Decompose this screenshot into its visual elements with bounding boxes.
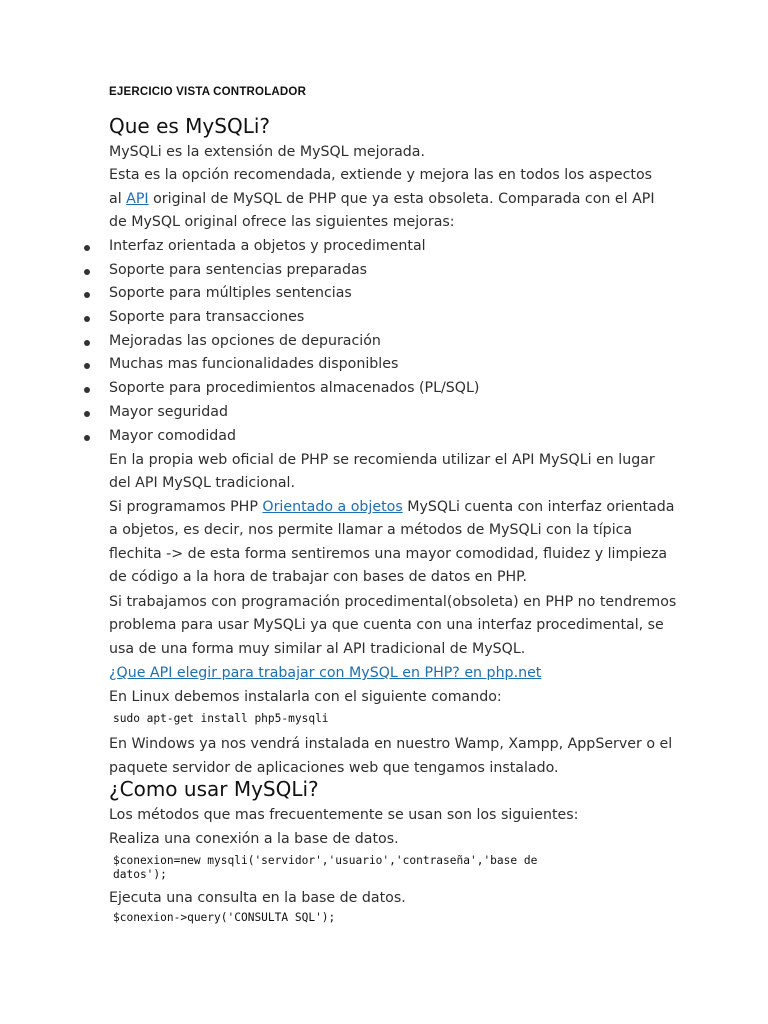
list-item: Soporte para múltiples sentencias	[109, 285, 352, 301]
intro-line-4: de MySQL original ofrece las siguientes mejoras:	[109, 214, 455, 230]
list-item: Mayor seguridad	[109, 404, 228, 420]
linux-install-command: sudo apt-get install php5-mysqli	[113, 712, 329, 725]
bullet-dot	[84, 340, 90, 346]
connect-code-line-1: $conexion=new mysqli('servidor','usuario','contraseña','base de	[113, 854, 538, 867]
bullet-dot	[84, 292, 90, 298]
linux-install-text: En Linux debemos instalarla con el siguiente comando:	[109, 689, 502, 705]
list-item: Muchas mas funcionalidades disponibles	[109, 356, 399, 372]
windows-line-1: En Windows ya nos vendrá instalada en nuestro Wamp, Xampp, AppServer o el	[109, 736, 673, 752]
list-item: Mejoradas las opciones de depuración	[109, 333, 381, 349]
php-net-link[interactable]: ¿Que API elegir para trabajar con MySQL en PHP? en php.net	[109, 665, 542, 681]
intro-line-2: Esta es la opción recomendada, extiende y mejora las en todos los aspectos	[109, 167, 653, 183]
paragraph-3-line-1	[109, 499, 675, 515]
paragraph-4-line-1: Si trabajamos con programación procedimental(obsoleta) en PHP no tendremos	[109, 594, 677, 610]
bullet-dot	[84, 435, 90, 441]
heading-how-to-use-mysqli: ¿Como usar MySQLi?	[109, 777, 319, 801]
bullet-dot	[84, 245, 90, 251]
list-item: Soporte para sentencias preparadas	[109, 262, 368, 278]
list-item: Interfaz orientada a objetos y procedimental	[109, 238, 426, 254]
list-item: Mayor comodidad	[109, 428, 236, 444]
connect-text: Realiza una conexión a la base de datos.	[109, 831, 399, 847]
list-item: Soporte para procedimientos almacenados (PL/SQL)	[109, 380, 480, 396]
windows-line-2: paquete servidor de aplicaciones web que tengamos instalado.	[109, 760, 559, 776]
paragraph-3-pre: Si programamos PHP	[109, 499, 263, 515]
paragraph-4-line-2: problema para usar MySQLi ya que cuenta con una interfaz procedimental, se	[109, 617, 664, 633]
paragraph-3-post: MySQLi cuenta con interfaz orientada	[402, 499, 675, 515]
exercise-title: EJERCICIO VISTA CONTROLADOR	[109, 86, 307, 98]
intro-line-3	[109, 191, 655, 207]
api-link[interactable]: API	[126, 191, 149, 207]
bullet-dot	[84, 269, 90, 275]
connect-code-line-2: datos');	[113, 868, 167, 881]
heading-what-is-mysqli: Que es MySQLi?	[109, 114, 271, 138]
paragraph-2-line-2: del API MySQL tradicional.	[109, 475, 295, 491]
query-code: $conexion->query('CONSULTA SQL');	[113, 911, 336, 924]
intro-line-3-post: original de MySQL de PHP que ya esta obsoleta. Comparada con el API	[148, 191, 655, 207]
intro-line-3-pre: al	[109, 191, 127, 207]
bullet-dot	[84, 363, 90, 369]
paragraph-2-line-1: En la propia web oficial de PHP se recomienda utilizar el API MySQLi en lugar	[109, 452, 655, 468]
oop-link[interactable]: Orientado a objetos	[262, 499, 403, 515]
methods-intro: Los métodos que mas frecuentemente se usan son los siguientes:	[109, 807, 579, 823]
paragraph-3-line-3: flechita -> de esta forma sentiremos una mayor comodidad, fluidez y limpieza	[109, 546, 668, 562]
paragraph-4-line-3: usa de una forma muy similar al API tradicional de MySQL.	[109, 641, 526, 657]
bullet-dot	[84, 387, 90, 393]
paragraph-3-line-4: de código a la hora de trabajar con bases de datos en PHP.	[109, 569, 528, 585]
query-text: Ejecuta una consulta en la base de datos.	[109, 890, 406, 906]
list-item: Soporte para transacciones	[109, 309, 305, 325]
bullet-dot	[84, 316, 90, 322]
bullet-dot	[84, 411, 90, 417]
intro-line-1: MySQLi es la extensión de MySQL mejorada.	[109, 144, 425, 160]
paragraph-3-line-2: a objetos, es decir, nos permite llamar a métodos de MySQLi con la típica	[109, 522, 633, 538]
